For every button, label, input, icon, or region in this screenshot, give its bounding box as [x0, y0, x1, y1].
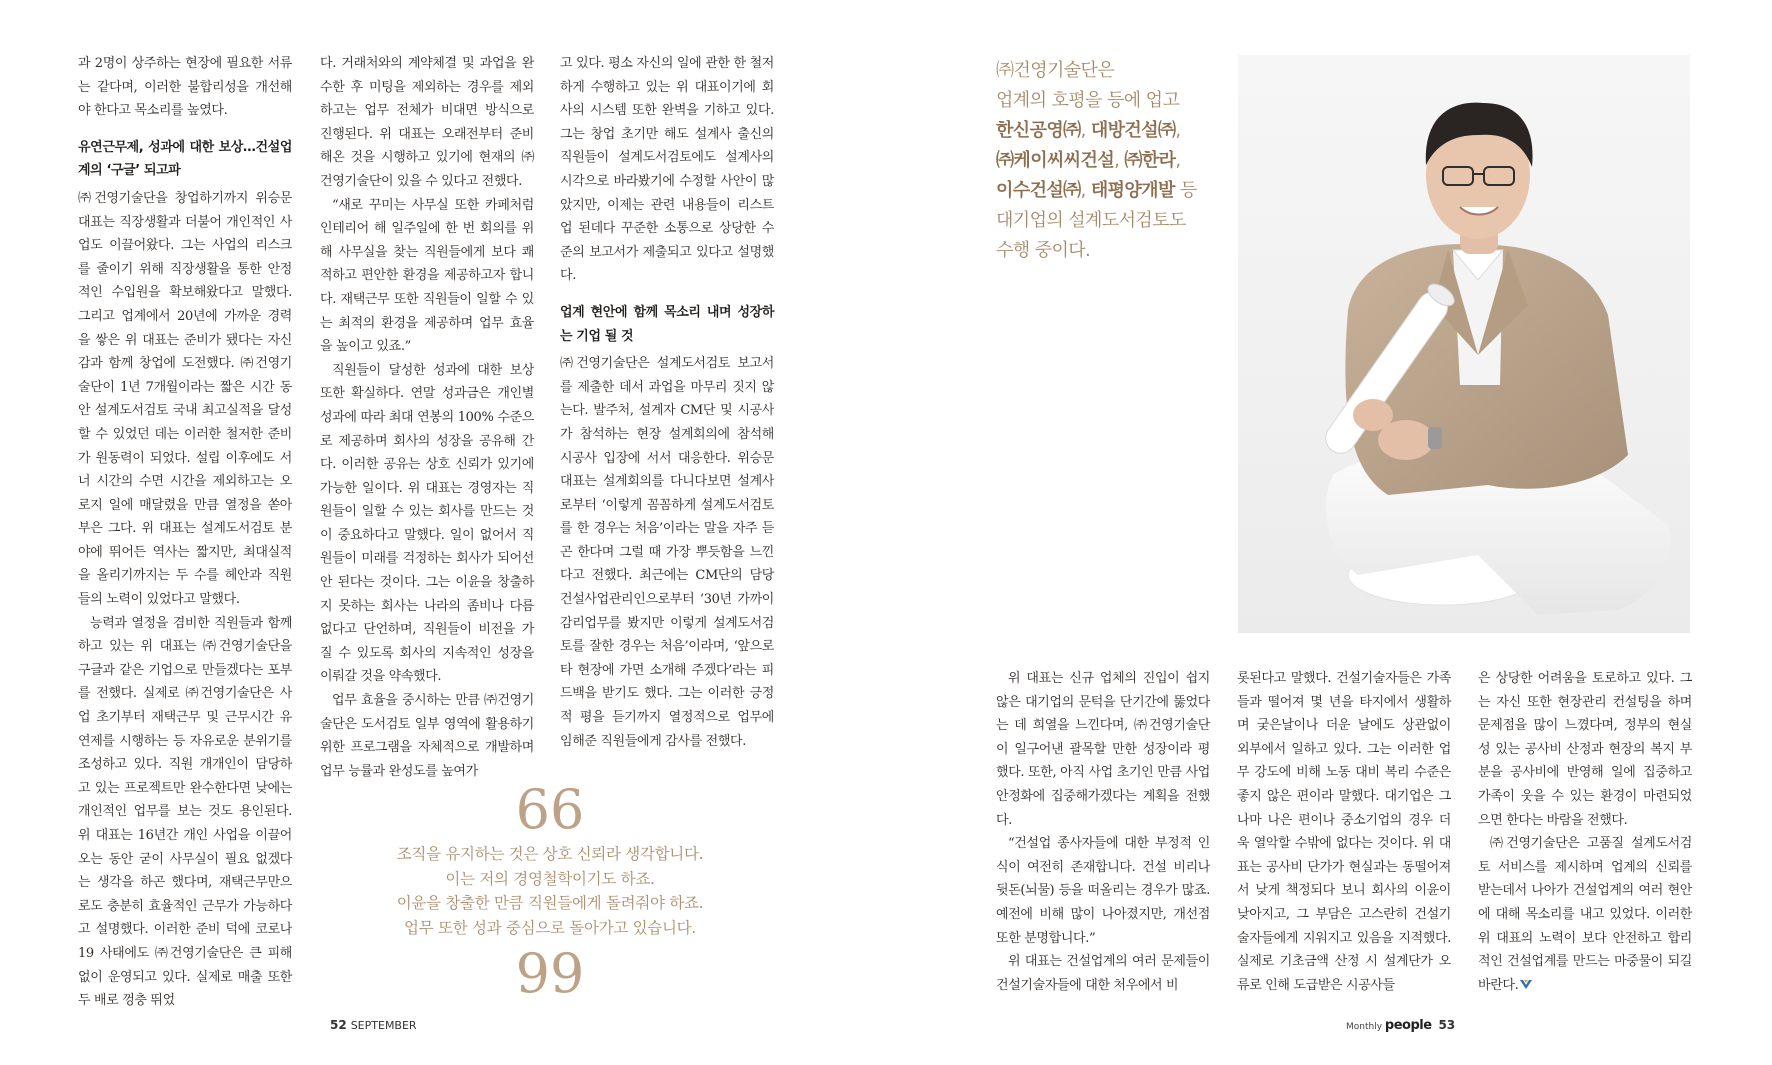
pull-line: 한신공영㈜, 대방건설㈜, [996, 120, 1181, 141]
pull-line: 업계의 호평을 등에 업고 [996, 90, 1180, 111]
right-column-2 [1237, 667, 1451, 997]
portrait-photo [1238, 55, 1690, 633]
magazine-logo: people [1384, 1018, 1432, 1033]
pull-line: 이수건설㈜, 태평양개발 등 [996, 180, 1197, 201]
quote-line: 업무 또한 성과 중심으로 돌아가고 있습니다. [404, 918, 696, 937]
section-heading: 업계 현안에 함께 목소리 내며 성장하는 기업 될 것 [560, 304, 774, 344]
body-paragraph: 다. 거래처와의 계약체결 및 과업을 완수한 후 미팅을 제외하는 경우를 제외하고는 업무 전체가 비대면 방식으로 진행된다. 위 대표는 오래전부터 준비해온 것을 시행하고 있기에 현재의 ㈜건영기술단이 있을 수 있다고 전했다. [320, 56, 534, 189]
folio-prefix: Monthly [1346, 1022, 1383, 1032]
body-paragraph: 롯된다고 말했다. 건설기술자들은 가족들과 떨어져 몇 년을 타지에서 생활하며 궂은날이나 더운 날에도 상관없이 외부에서 일하고 있다. 그는 이러한 업무 강도에 비해 노동 대비 복리 수준은 좋지 않은 편이라 말했다. 대기업은 그나마 나은 편이나 중소기업의 경우 더욱 열악할 수밖에 없다는 것이다. 위 대표는 공사비 단가가 현실과는 동떨어져서 낮게 책정되다 보니 회사의 이윤이 낮아지고, 그 부담은 고스란히 건설기술자들에게 지워지고 있음을 지적했다. 실제로 기초금액 산정 시 설계단가 오류로 인해 도급받은 시공사들 [1237, 671, 1451, 993]
body-paragraph: 위 대표는 신규 업체의 진입이 쉽지 않은 대기업의 문턱을 단기간에 뚫었다는 데 희열을 느낀다며, ㈜건영기술단이 일구어낸 괄목할 만한 성장이라 평했다. 또한, 아직 사업 초기인 만큼 사업 안정화에 집중해가겠다는 계획을 전했다. [996, 671, 1210, 828]
right-column-3 [1478, 667, 1692, 997]
pull-line: 수행 중이다. [996, 240, 1091, 261]
body-paragraph: 위 대표는 건설업계의 여러 문제들이 건설기술자들에 대한 처우에서 비 [996, 954, 1210, 993]
pull-line: ㈜케이씨씨건설, ㈜한라, [996, 150, 1181, 171]
quote-line: 이윤을 창출한 만큼 직원들에게 돌려줘야 하죠. [396, 894, 704, 912]
body-paragraph: “건설업 종사자들에 대한 부정적 인식이 여전히 존재합니다. 건설 비리나 뒷돈(뇌물) 등을 떠올리는 경우가 많죠. 예전에 비해 많이 나아졌지만, 개선점 또한 분명합니다.” [996, 836, 1210, 946]
body-paragraph: 직원들이 달성한 성과에 대한 보상 또한 확실하다. 연말 성과금은 개인별 성과에 따라 최대 연봉의 100% 수준으로 제공하며 회사의 성장을 공유해 간다. 이러한 공유는 상호 신뢰가 있기에 가능한 일이다. 위 대표는 경영자는 직원들이 일할 수 있는 회사를 만드는 것이 중요하다고 말했다. 일이 없어서 직원들이 미래를 걱정하는 회사가 되어선 안 된다는 것이다. 그는 이윤을 창출하지 못하는 회사는 나라의 좀비나 다름없다고 단언하며, 직원들이 비전을 가질 수 있도록 회사의 지속적인 성장을 이뤄갈 것을 약속했다. [320, 362, 534, 685]
body-paragraph: 은 상당한 어려움을 토로하고 있다. 그는 자신 또한 현장관리 컨설팅을 하며 문제점을 많이 느꼈다며, 정부의 현실성 있는 공사비 산정과 현장의 복지 부분을 공사비에 반영해 일에 집중하고 가족이 웃을 수 있는 환경이 마련되었으면 한다는 바람을 전했다. [1478, 671, 1692, 828]
body-paragraph: ㈜건영기술단을 창업하기까지 위승문 대표는 직장생활과 더불어 개인적인 사업도 이끌어왔다. 그는 사업의 리스크를 줄이기 위해 직장생활을 통한 안정적인 수입원을 확보해왔다고 말했다. 그리고 업계에서 20년에 가까운 경력을 쌓은 위 대표는 준비가 됐다는 자신감과 함께 창업에 도전했다. ㈜건영기술단이 1년 7개월이라는 짧은 시간 동안 설계도서검토 국내 최고실적을 달성할 수 있었던 데는 이러한 철저한 준비가 원동력이 되었다. 설립 이후에도 서너 시간의 수면 시간을 제외하고는 오로지 일에 매달렸을 만큼 열정을 쏟아부은 그다. 위 대표는 설계도서검토 분야에 뛰어든 역사는 짧지만, 최대실적을 올리기까지는 두 수를 헤안과 직원들의 노력이 있었다고 말했다. [78, 190, 292, 608]
pull-line: 대기업의 설계도서검토도 [996, 210, 1186, 231]
close-quote-icon: 99 [515, 942, 585, 1005]
open-quote-icon: 66 [515, 778, 585, 841]
end-mark-icon [1520, 980, 1532, 990]
section-heading: 유연근무제, 성과에 대한 보상…건설업계의 ‘구글’ 되고파 [78, 139, 292, 179]
folio-number: 52 [330, 1018, 347, 1032]
body-paragraph: ㈜건영기술단은 설계도서검토 보고서를 제출한 데서 과업을 마무리 짓지 않는다. 발주처, 설계자 CM단 및 시공사가 참석하는 현장 설계회의에 참석해 시공사 입장에 서서 대응한다. 위승문 대표는 설계회의를 다니다보면 설계사로부터 ‘이렇게 꼼꼼하게 설계도서검토를 한 경우는 처음’이라는 말을 자주 듣곤 한다며 그럴 때 가장 뿌듯함을 느낀다고 전했다. 최근에는 CM단의 담당 건설사업관리인으로부터 ‘30년 가까이 감리업무를 봤지만 이렇게 설계도서검토를 잘한 경우는 처음’이라며, ‘앞으로 타 현장에 가면 소개해 주겠다’라는 피드백을 받기도 했다. 그는 이러한 긍정적 평을 듣기까지 열정적으로 업무에 임해준 직원들에게 감사를 전했다. [560, 356, 774, 749]
page-number-right [1346, 1018, 1455, 1033]
body-paragraph: 능력과 열정을 겸비한 직원들과 함께하고 있는 위 대표는 ㈜건영기술단을 구글과 같은 기업으로 만들겠다는 포부를 전했다. 실제로 ㈜건영기술단은 사업 초기부터 재택근무 및 근무시간 유연제를 시행하는 등 자유로운 분위기를 조성하고 있다. 직원 개개인이 담당하고 있는 프로젝트만 완수한다면 낮에는 개인적인 업무를 보는 것도 용인된다. 위 대표는 16년간 개인 사업을 이끌어오는 동안 굳이 사무실이 필요 없겠다는 생각을 하곤 했다며, 재택근무만으로도 충분히 효율적인 근무가 가능하다고 설명했다. 이러한 준비 덕에 코로나19 사태에도 ㈜건영기술단은 큰 피해 없이 운영되고 있다. 실제로 매출 또한 두 배로 껑충 뛰었 [78, 615, 292, 1009]
body-paragraph: 업무 효율을 중시하는 만큼 ㈜건영기술단은 도서검토 일부 영역에 활용하기 위한 프로그램을 자체적으로 개발하며 업무 능률과 완성도를 높여가 [320, 693, 534, 779]
body-paragraph: 과 2명이 상주하는 현장에 필요한 서류는 같다며, 이러한 불합리성을 개선해야 한다고 목소리를 높였다. [78, 56, 292, 119]
quote-line: 이는 저의 경영철학이기도 하죠. [445, 869, 655, 888]
body-paragraph: ㈜건영기술단은 고품질 설계도서검토 서비스를 제시하며 업계의 신뢰를 받는데서 나아가 건설업계의 여러 현안에 대해 목소리를 내고 있었다. 이러한 위 대표의 노력이 보다 안전하고 합리적인 건설업계를 만드는 마중물이 되길 바란다. [1478, 836, 1692, 993]
pull-quote [996, 56, 1236, 266]
body-paragraph: “새로 꾸미는 사무실 또한 카페처럼 인테리어 해 일주일에 한 번 회의를 위해 사무실을 찾는 직원들에게 보다 쾌적하고 편안한 환경을 제공하고자 합니다. 재택근무 또한 직원들이 일할 수 있는 최적의 환경을 제공하며 업무 효율을 높이고 있죠.” [320, 197, 534, 355]
right-column-1 [996, 667, 1210, 997]
folio-month: SEPTEMBER [350, 1019, 417, 1032]
body-paragraph: 고 있다. 평소 자신의 일에 관한 한 철저하게 수행하고 있는 위 대표이기에 회사의 시스템 또한 완벽을 기하고 있다. 그는 창업 초기만 해도 설계사 출신의 직원들이 설계도서검토에도 설계사의 시각으로 바라봤기에 수정할 사안이 많았지만, 이제는 관련 내용들이 리스트업 된데다 꾸준한 소통으로 상당한 수준의 보고서가 제출되고 있다고 설명했다. [560, 56, 774, 284]
quote-line: 조직을 유지하는 것은 상호 신뢰라 생각합니다. [396, 845, 704, 863]
folio-number: 53 [1438, 1018, 1456, 1032]
pull-line: ㈜건영기술단은 [996, 60, 1115, 81]
portrait-illustration [1238, 55, 1690, 633]
